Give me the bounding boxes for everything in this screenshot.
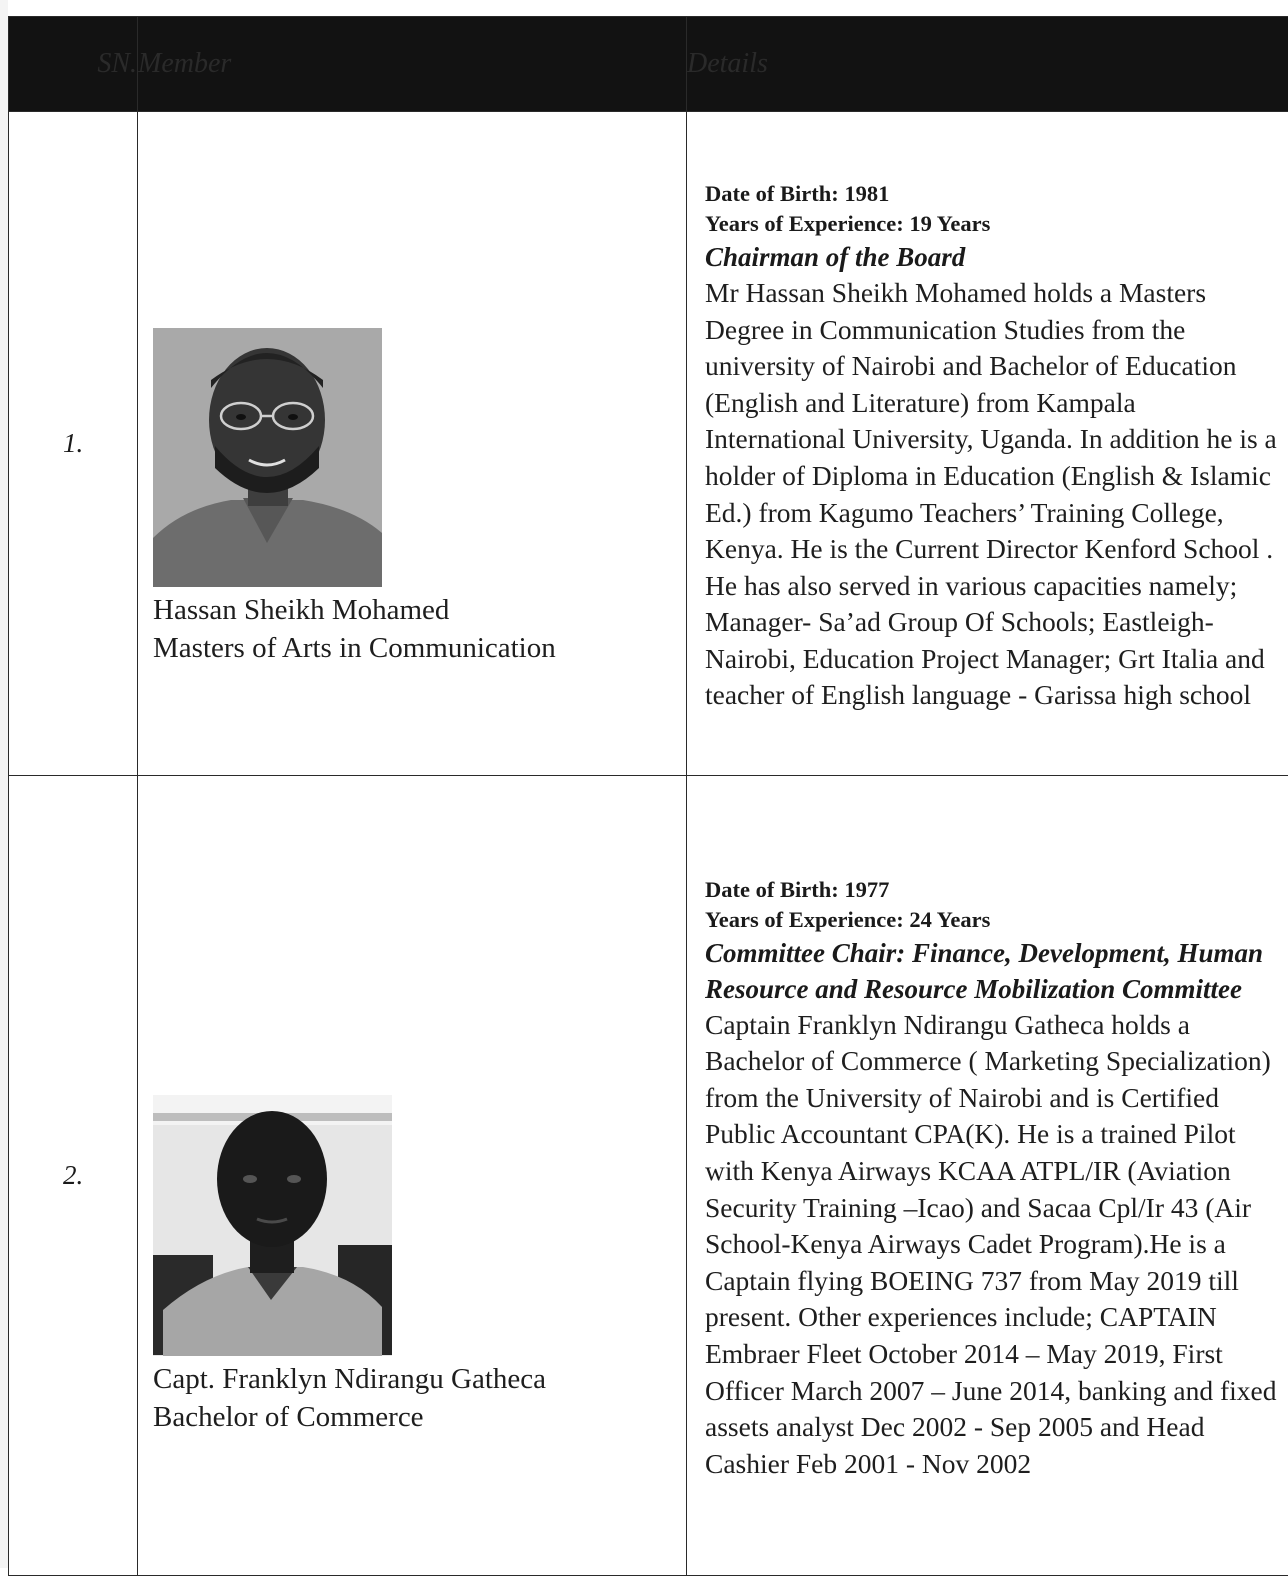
years-of-experience: Years of Experience: 24 Years [705,905,1280,935]
header-details: Details [687,17,1288,112]
member-bio: Captain Franklyn Ndirangu Gatheca holds a Bachelor of Commerce ( Marketing Specialization) from the University of Nairobi and is Certified Public Accountant CPA(K). He is a trained Pilot with Kenya Airways KCAA ATPL/IR (Aviation Security Training –Icao) and Sacaa Cpl/Ir 43 (Air School-Kenya Airways Cadet Program).He is a Captain flying BOEING 737 from May 2019 till present. Other experiences include; CAPTAIN Embraer Fleet October 2014 – May 2019, First Officer March 2007 – June 2014, banking and fixed assets analyst Dec 2002 - Sep 2005 and Head Cashier Feb 2001 - Nov 2002 [705,1007,1280,1483]
table-row [9,776,1288,1576]
table-row [9,112,1288,776]
member-qualification: Bachelor of Commerce [153,1398,686,1436]
member-details [687,776,1288,1576]
member-bio: Mr Hassan Sheikh Mohamed holds a Masters Degree in Communication Studies from the university of Nairobi and Bachelor of Education (English and Literature) from Kampala International University, Uganda. In addition he is a holder of Diploma in Education (English & Islamic Ed.) from Kagumo Teachers’ Training College, Kenya. He is the Current Director Kenford School . He has also served in various capacities namely; Manager- Sa’ad Group Of Schools; Eastleigh- Nairobi, Education Project Manager; Grt Italia and teacher of English language - Garissa high school [705,275,1280,714]
board-role: Chairman of the Board [705,239,1280,275]
portrait-image [153,328,382,587]
member-name: Capt. Franklyn Ndirangu Gatheca [153,1360,686,1398]
member-cell [138,776,687,1576]
page-edge [0,0,8,1568]
member-name: Hassan Sheikh Mohamed [153,591,686,629]
row-serial-number: 1. [9,112,138,776]
member-cell [138,112,687,776]
header-sn: SN. [9,17,138,112]
member-qualification: Masters of Arts in Communication [153,629,686,667]
date-of-birth: Date of Birth: 1981 [705,179,1280,209]
board-role: Committee Chair: Finance, Development, Human Resource and Resource Mobilization Committee [705,935,1280,1007]
years-of-experience: Years of Experience: 19 Years [705,209,1280,239]
member-photo [153,328,382,587]
board-members-table [8,16,1288,1576]
member-details [687,112,1288,776]
row-serial-number: 2. [9,776,138,1576]
table-header [9,17,1288,112]
member-photo [153,1095,392,1356]
header-member: Member [138,17,687,112]
date-of-birth: Date of Birth: 1977 [705,875,1280,905]
portrait-image [153,1095,392,1356]
